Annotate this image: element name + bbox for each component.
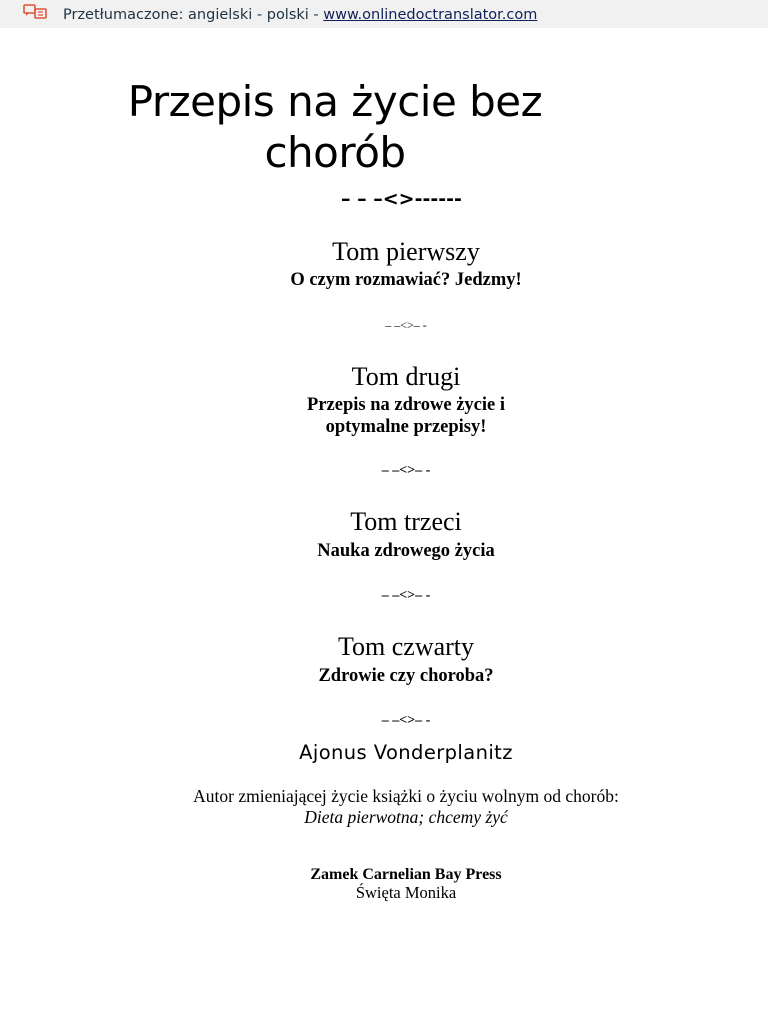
volume-4-subtitle: Zdrowie czy choroba? (318, 666, 494, 686)
author-name: Ajonus Vonderplanitz (299, 741, 513, 764)
author-note: Autor zmieniającej życie książki o życiu wolnym od chorób: (193, 786, 619, 806)
title-divider: – – –<>------ (341, 188, 462, 210)
translate-logo-icon (23, 4, 47, 20)
book-title-line-1: Przepis na życie bez (127, 77, 543, 126)
book-title (60, 76, 610, 178)
volume-2-title: Tom drugi (351, 362, 461, 391)
volume-1-divider: – –<>– - (385, 318, 427, 332)
translator-text: Przetłumaczone: angielski - polski - (63, 7, 324, 23)
volume-2-subtitle-line-2: optymalne przepisy! (325, 417, 487, 437)
publisher-city: Święta Monika (355, 883, 457, 902)
publisher-name: Zamek Carnelian Bay Press (310, 866, 502, 883)
volume-4-divider: – –<>– - (381, 713, 431, 728)
volume-3-divider: – –<>– - (381, 588, 431, 603)
volume-1-subtitle: O czym rozmawiać? Jedzmy! (290, 270, 522, 290)
translator-banner (0, 0, 768, 28)
translator-label (63, 7, 537, 23)
volume-3-title: Tom trzeci (350, 507, 462, 536)
volume-3-subtitle: Nauka zdrowego życia (317, 541, 495, 561)
volume-1-title: Tom pierwszy (332, 237, 480, 266)
volume-2-subtitle-line-1: Przepis na zdrowe życie i (307, 395, 505, 415)
translator-link[interactable]: www.onlinedoctranslator.com (323, 7, 538, 23)
volume-2-divider: – –<>– - (381, 463, 431, 478)
book-title-line-2: chorób (264, 128, 406, 177)
previous-book-title: Dieta pierwotna; chcemy żyć (304, 807, 508, 827)
volume-4-title: Tom czwarty (337, 632, 475, 661)
